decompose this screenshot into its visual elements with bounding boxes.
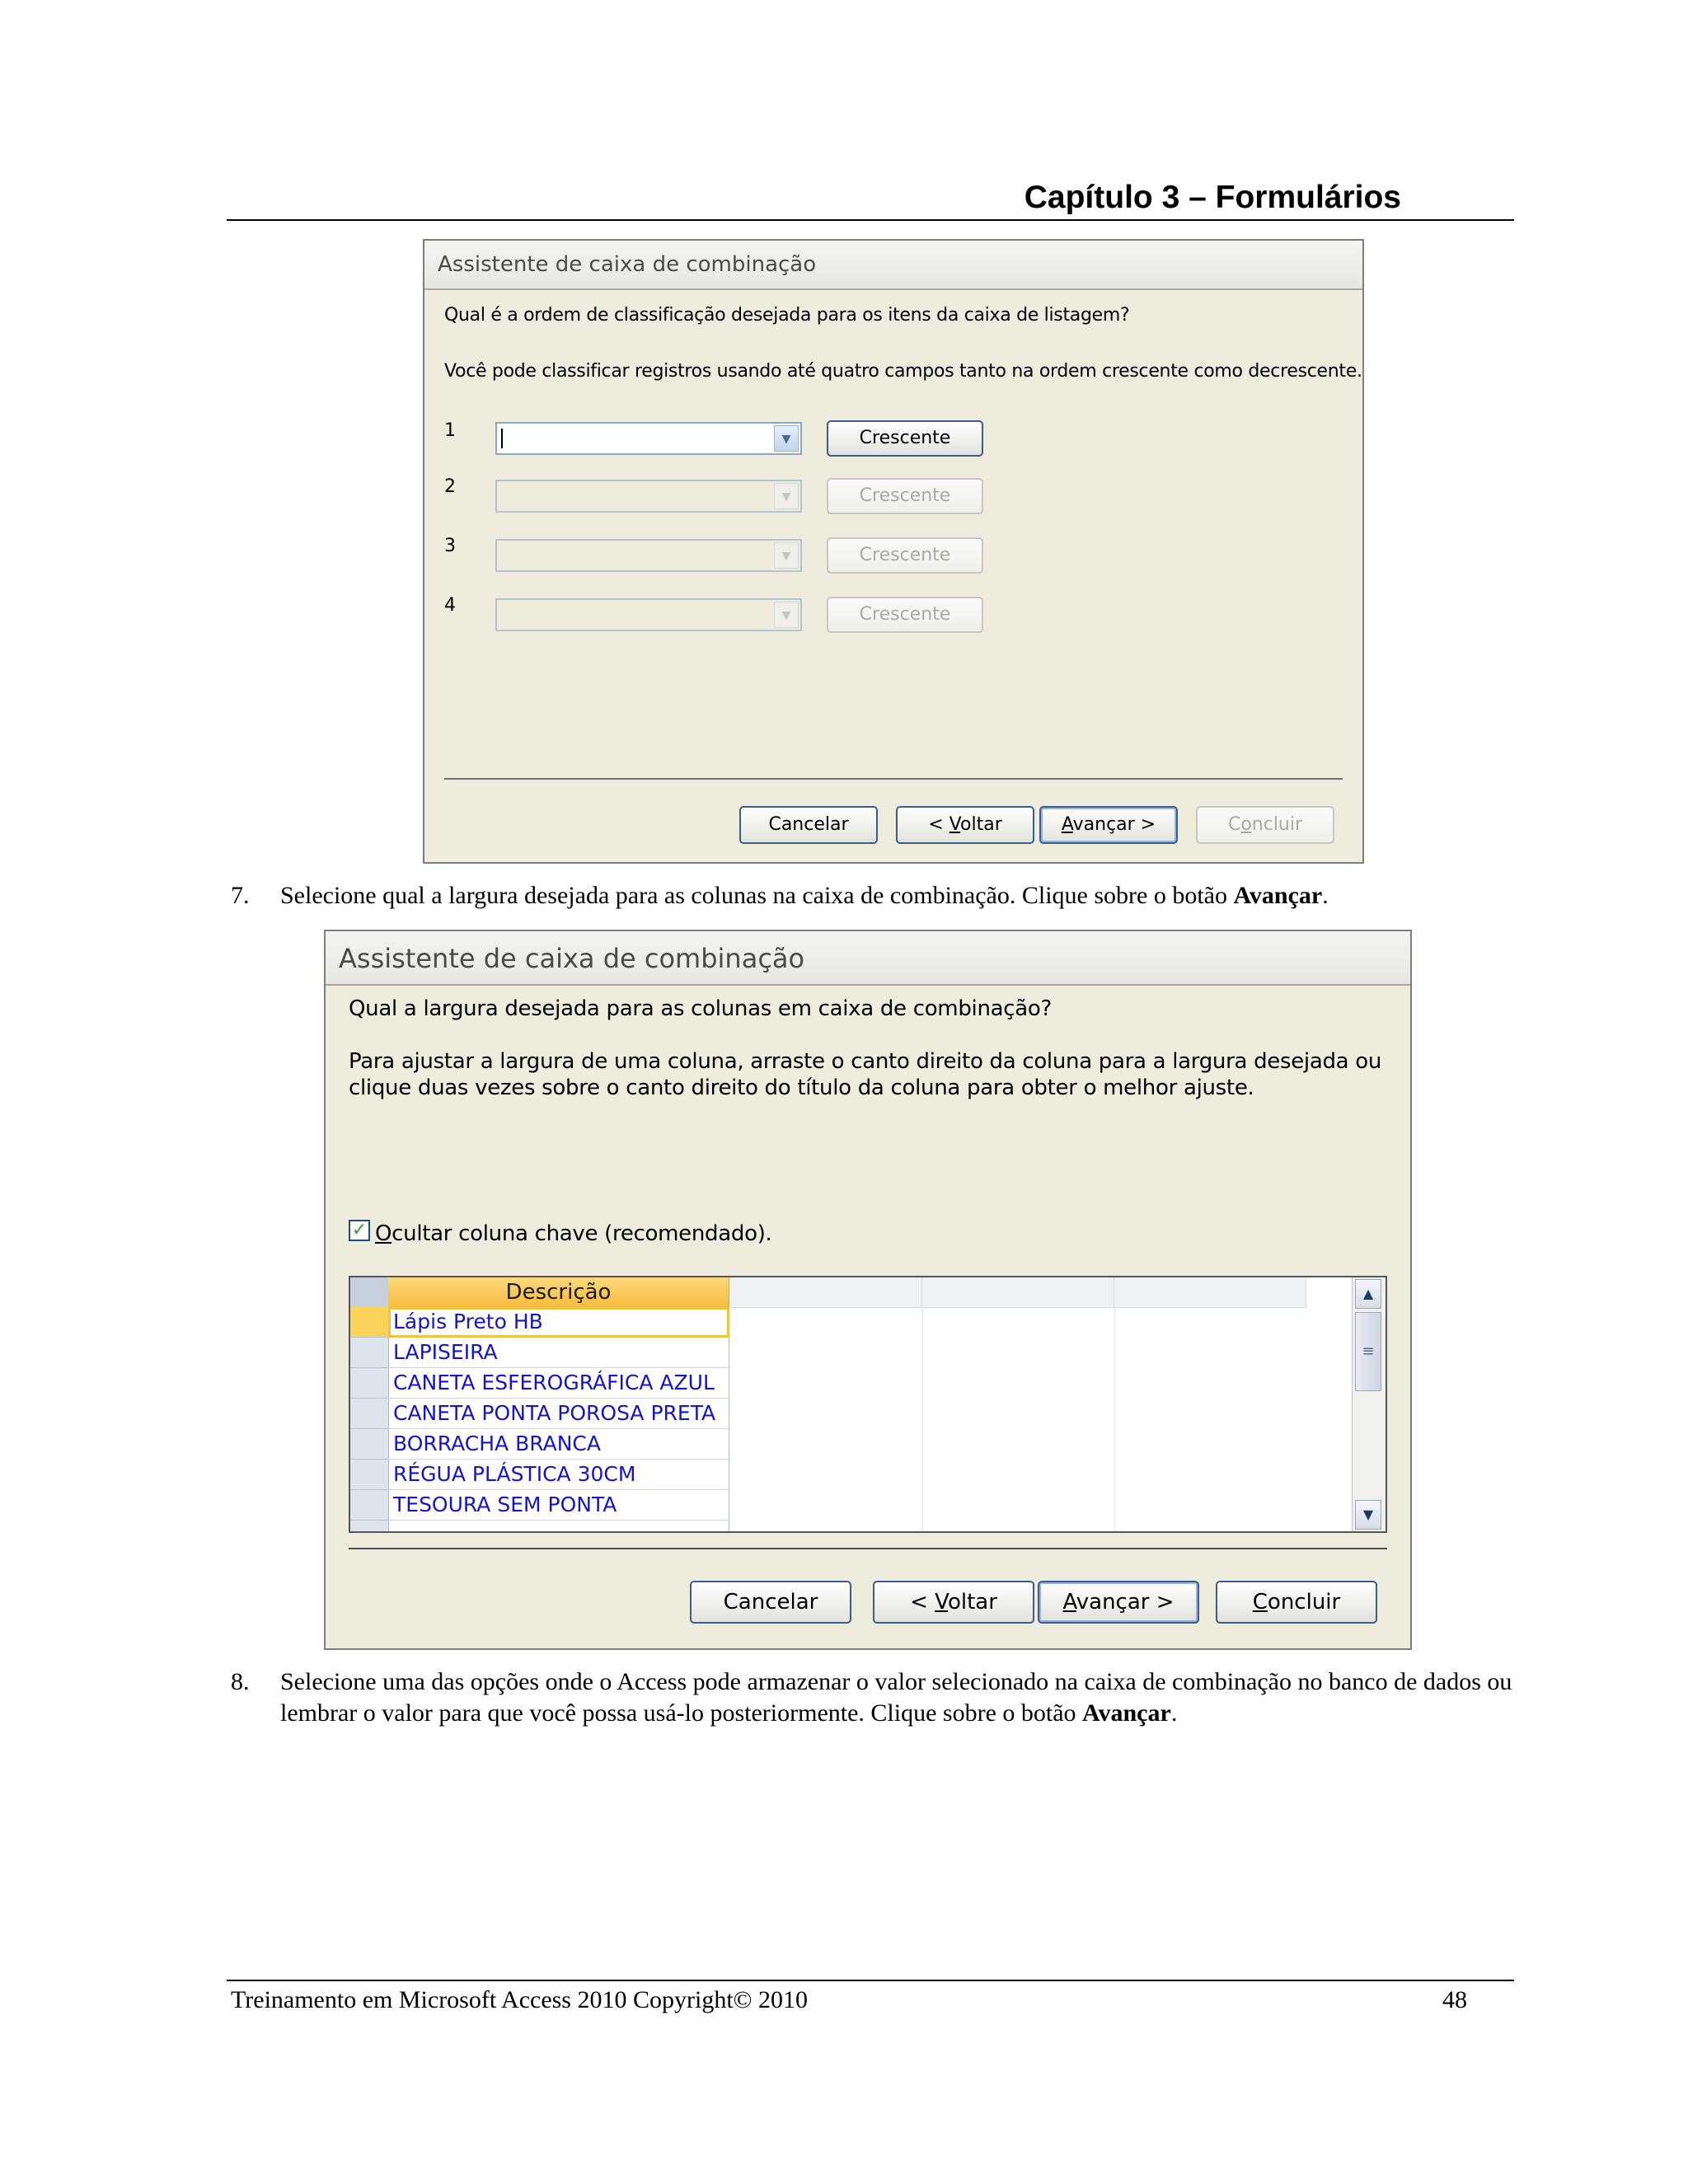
- scroll-thumb[interactable]: ≡: [1355, 1312, 1381, 1391]
- chevron-down-icon: ▼: [774, 542, 799, 569]
- sort-order-4-button[interactable]: Crescente: [827, 597, 983, 633]
- row-selector[interactable]: [350, 1399, 388, 1429]
- next-button[interactable]: Avançar >: [1039, 806, 1178, 844]
- empty-column-header: [1114, 1277, 1306, 1308]
- dialog-question: Qual é a ordem de classificação desejada para os itens da caixa de listagem?: [444, 305, 1130, 326]
- row-selector[interactable]: [350, 1460, 388, 1490]
- row-selector[interactable]: [350, 1521, 388, 1533]
- sort-row-number: 1: [444, 420, 456, 441]
- step-number: 8.: [231, 1668, 250, 1695]
- column-header-descricao[interactable]: Descrição: [388, 1277, 729, 1307]
- row-selector[interactable]: [350, 1429, 388, 1460]
- next-button[interactable]: Avançar >: [1038, 1581, 1199, 1624]
- dialog-separator: [349, 1548, 1387, 1549]
- table-row[interactable]: LAPISEIRA: [388, 1338, 729, 1368]
- dialog-title-bar: [326, 931, 1410, 986]
- row-selector[interactable]: [350, 1338, 388, 1368]
- chevron-down-icon: ▼: [774, 483, 799, 509]
- cancel-button[interactable]: Cancelar: [690, 1581, 851, 1624]
- sort-row-number: 2: [444, 476, 456, 497]
- step-number: 7.: [231, 882, 250, 909]
- vertical-scrollbar[interactable]: [1352, 1277, 1386, 1533]
- dialog-info: Para ajustar a largura de uma coluna, arraste o canto direito da coluna para a largura desejada ou clique duas vezes sobre o canto direito do título da coluna para obter o melhor ajuste.: [349, 1049, 1382, 1100]
- dialog-title: Assistente de caixa de combinação: [438, 252, 817, 277]
- sort-row-number: 3: [444, 536, 456, 556]
- chevron-down-icon[interactable]: ▼: [774, 425, 799, 452]
- chevron-down-icon: ▼: [774, 602, 799, 628]
- hide-key-column-checkbox[interactable]: [349, 1220, 370, 1241]
- cancel-button[interactable]: Cancelar: [739, 806, 878, 844]
- sort-order-dialog: [423, 239, 1364, 864]
- header-rule: [227, 219, 1514, 221]
- sort-order-1-button[interactable]: Crescente: [827, 420, 983, 457]
- table-row[interactable]: CANETA ESFEROGRÁFICA AZUL: [388, 1368, 729, 1399]
- sort-order-3-button[interactable]: Crescente: [827, 537, 983, 574]
- finish-button[interactable]: Concluir: [1196, 806, 1334, 844]
- back-button[interactable]: < Voltar: [873, 1581, 1034, 1624]
- sort-field-2-select[interactable]: [495, 480, 802, 513]
- footer-text: Treinamento em Microsoft Access 2010 Copyright© 2010: [231, 1986, 808, 2013]
- grid-line: [922, 1307, 923, 1533]
- row-selector[interactable]: [350, 1307, 388, 1338]
- scroll-down-icon[interactable]: ▼: [1355, 1500, 1381, 1530]
- sort-order-2-button[interactable]: Crescente: [827, 478, 983, 514]
- sort-row-number: 4: [444, 595, 456, 616]
- table-row[interactable]: RÉGUA PLÁSTICA 30CM: [388, 1460, 729, 1490]
- grid-line: [1114, 1307, 1115, 1533]
- page-number: 48: [1442, 1986, 1467, 2013]
- sort-field-4-select[interactable]: [495, 598, 802, 631]
- column-width-dialog: [324, 930, 1412, 1650]
- dialog-title: Assistente de caixa de combinação: [339, 943, 805, 974]
- sort-field-3-select[interactable]: [495, 539, 802, 572]
- chapter-title: Capítulo 3 – Formulários: [1024, 180, 1401, 215]
- sort-field-1-select[interactable]: [495, 422, 802, 455]
- row-selector[interactable]: [350, 1490, 388, 1521]
- empty-column-header: [730, 1277, 922, 1308]
- dialog-info: Você pode classificar registros usando até quatro campos tanto na ordem crescente como decrescente.: [444, 361, 1362, 382]
- step-text: Selecione qual a largura desejada para as colunas na caixa de combinação. Clique sobre o botão Avançar.: [280, 882, 1329, 909]
- hide-key-column-label[interactable]: Ocultar coluna chave (recomendado).: [375, 1221, 772, 1246]
- table-row[interactable]: TESOURA SEM PONTA: [388, 1490, 729, 1521]
- step-text: Selecione uma das opções onde o Access pode armazenar o valor selecionado na caixa de combinação no banco de dados ou lembrar o valor para que você possa usá-lo posteriormente. Clique sobre o botão Avançar.: [280, 1668, 1512, 1727]
- row-selector[interactable]: [350, 1368, 388, 1399]
- footer-rule: [227, 1980, 1514, 1981]
- finish-button[interactable]: Concluir: [1216, 1581, 1377, 1624]
- table-row[interactable]: BORRACHA BRANCA: [388, 1429, 729, 1460]
- dialog-separator: [444, 778, 1343, 780]
- select-all-corner[interactable]: [350, 1277, 388, 1308]
- column-preview-grid[interactable]: [349, 1276, 1387, 1533]
- table-row[interactable]: CANETA PONTA POROSA PRETA: [388, 1399, 729, 1429]
- table-row[interactable]: Lápis Preto HB: [388, 1307, 729, 1338]
- checkmark-icon: ✓: [351, 1220, 368, 1240]
- table-row-partial[interactable]: [388, 1521, 729, 1533]
- empty-column-header: [922, 1277, 1114, 1308]
- dialog-question: Qual a largura desejada para as colunas em caixa de combinação?: [349, 996, 1053, 1021]
- scroll-up-icon[interactable]: ▲: [1355, 1279, 1381, 1309]
- back-button[interactable]: < Voltar: [896, 806, 1034, 844]
- dialog-title-bar: [424, 241, 1362, 290]
